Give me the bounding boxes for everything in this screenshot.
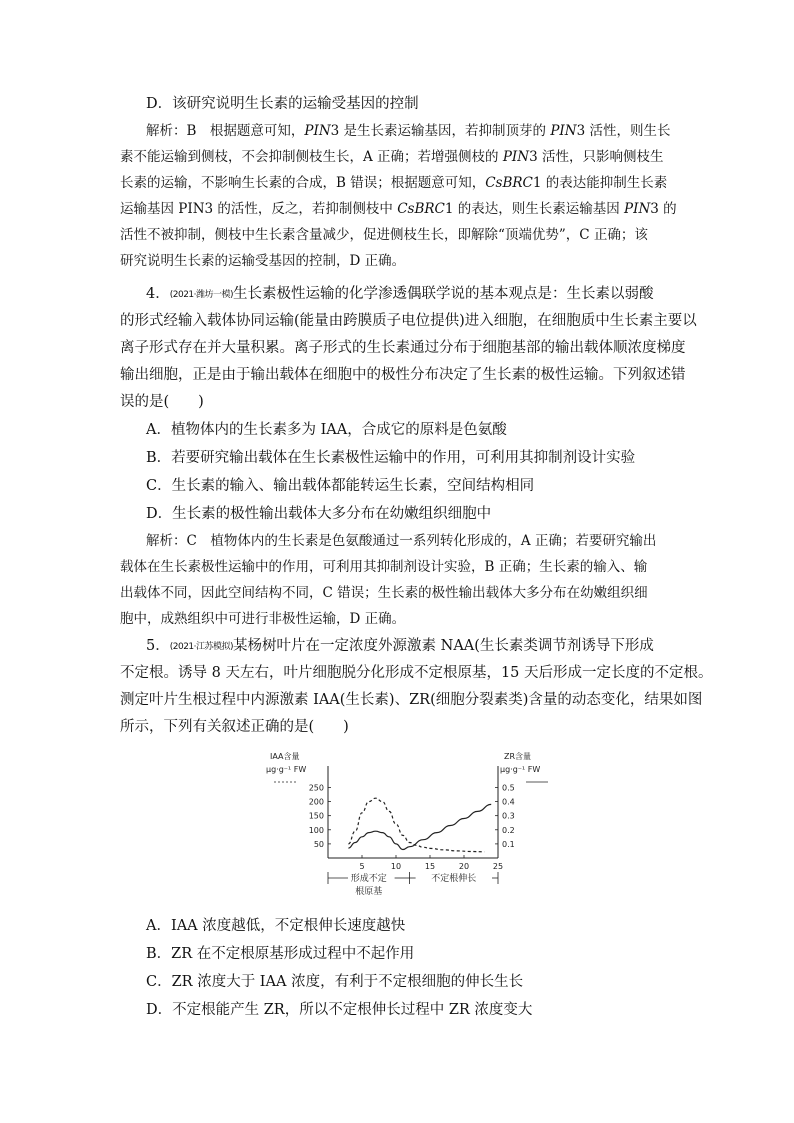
q5-stem-line: 不定根。诱导 8 天左右，叶片细胞脱分化形成不定根原基，15 天后形成一定长度的不定根。	[120, 665, 713, 681]
prev-option-d: D．该研究说明生长素的运输受基因的控制	[146, 96, 419, 112]
left-axis-title: IAA含量	[270, 752, 300, 761]
gene-name: PIN	[550, 123, 577, 139]
q4-stem-line: 误的是( )	[120, 394, 204, 410]
hormone-chart	[260, 748, 560, 908]
q4-option-a: A．植物体内的生长素多为 IAA，合成它的原料是色氨酸	[146, 422, 507, 438]
analysis-text: 1 的表达，则生长素运输基因	[444, 201, 625, 217]
q4-analysis-line: 出载体不同，因此空间结构不同，C 错误；生长素的极性输出载体大多分布在幼嫩组织细	[120, 585, 648, 601]
q4-analysis-line: 胞中，成熟组织中可进行非极性运输，D 正确。	[120, 611, 406, 627]
left-tick-label: 150	[308, 811, 324, 821]
q4-first-line	[146, 284, 654, 305]
left-tick-label: 50	[313, 839, 324, 849]
q4-analysis-line: 解析：C 植物体内的生长素是色氨酸通过一系列转化形成的，A 正确；若要研究输出	[146, 533, 657, 549]
analysis-text: 3 是生长素运输基因，若抑制顶芽的	[330, 123, 551, 139]
left-tick-label: 250	[308, 783, 324, 793]
gene-name: PIN	[624, 201, 651, 217]
q5-number: 5．	[146, 638, 170, 654]
analysis-text: 素不能运输到侧枝，不会抑制侧枝生长，A 正确；若增强侧枝的	[120, 149, 503, 165]
left-tick-label: 200	[308, 797, 324, 807]
right-tick-label: 0.5	[502, 783, 515, 793]
prev-analysis-line	[120, 251, 405, 271]
x-tick-label: 5	[359, 862, 365, 871]
q4-option-c: C．生长素的输入、输出载体都能转运生长素，空间结构相同	[146, 478, 535, 494]
q4-source: (2021·潍坊一模)	[169, 290, 234, 300]
x-tick-label: 10	[390, 862, 402, 871]
q5-stem-line: 某杨树叶片在一定浓度外源激素 NAA(生长素类调节剂诱导下形成	[233, 638, 654, 654]
analysis-text: 长素的运输，不影响生长素的合成，B 错误；根据题意可知，	[120, 175, 486, 191]
q5-option-c: C．ZR 浓度大于 IAA 浓度，有利于不定根细胞的伸长生长	[146, 974, 524, 990]
q4-stem-line: 输出细胞，正是由于输出载体在细胞中的极性分布决定了生长素的极性运输。下列叙述错	[120, 367, 686, 383]
prev-analysis-line	[120, 173, 667, 193]
q5-option-b: B．ZR 在不定根原基形成过程中不起作用	[146, 946, 415, 962]
left-tick-label: 100	[308, 825, 324, 835]
analysis-text: 3 活性，则生长	[576, 123, 671, 139]
series-line-zr	[348, 804, 491, 849]
analysis-text: 研究说明生长素的运输受基因的控制，D 正确。	[120, 253, 406, 269]
gene-name: CsBRC	[397, 201, 445, 217]
q4-option-d: D．生长素的极性输出载体大多分布在幼嫩组织细胞中	[146, 506, 492, 522]
gene-name: CsBRC	[485, 175, 533, 191]
analysis-text: 3 活性，只影响侧枝生	[529, 149, 664, 165]
analysis-text: 1 的表达能抑制生长素	[532, 175, 668, 191]
left-axis-unit: μg·g⁻¹ FW	[266, 765, 307, 774]
analysis-text: 3 的	[650, 201, 677, 217]
right-tick-label: 0.4	[502, 797, 515, 807]
phase-label-primordium: 形成不定	[350, 874, 387, 884]
analysis-text: 解析：B 根据题意可知，	[146, 123, 305, 139]
right-tick-label: 0.3	[502, 811, 515, 821]
x-tick-label: 20	[458, 862, 470, 871]
phase-label-elongation: 不定根伸长	[431, 874, 477, 884]
q5-source: (2021·江苏模拟)	[169, 642, 234, 652]
q5-stem-line: 测定叶片生根过程中内源激素 IAA(生长素)、ZR(细胞分裂素类)含量的动态变化，结果如图	[120, 692, 703, 708]
right-axis-title: ZR含量	[504, 752, 532, 761]
x-tick-label: 15	[424, 862, 436, 871]
q5-stem-line: 所示，下列有关叙述正确的是( )	[120, 719, 349, 735]
q4-stem-line: 生长素极性运输的化学渗透偶联学说的基本观点是：生长素以弱酸	[233, 286, 654, 302]
q5-option-d: D．不定根能产生 ZR，所以不定根伸长过程中 ZR 浓度变大	[146, 1002, 533, 1018]
q4-number: 4．	[146, 286, 170, 302]
x-tick-label: 25	[492, 862, 504, 871]
analysis-text: 活性不被抑制，侧枝中生长素含量减少，促进侧枝生长，即解除“顶端优势”，C 正确；该	[120, 227, 648, 243]
prev-analysis-line	[120, 199, 677, 219]
prev-analysis-line	[120, 225, 648, 245]
right-tick-label: 0.2	[502, 825, 515, 835]
q4-option-b: B．若要研究输出载体在生长素极性运输中的作用，可利用其抑制剂设计实验	[146, 450, 636, 466]
gene-name: PIN	[502, 149, 530, 165]
q4-stem-line: 的形式经输入载体协同运输(能量由跨膜质子电位提供)进入细胞，在细胞质中生长素主要以	[120, 313, 697, 329]
right-tick-label: 0.1	[502, 839, 515, 849]
prev-analysis-line	[146, 121, 670, 141]
q4-analysis-line: 载体在生长素极性运输中的作用，可利用其抑制剂设计实验，B 正确；生长素的输入、输	[120, 559, 648, 575]
prev-analysis-line	[120, 147, 663, 167]
q5-first-line	[146, 636, 654, 657]
phase-label-primordium: 根原基	[355, 887, 383, 897]
analysis-text: 运输基因 PIN3 的活性，反之，若抑制侧枝中	[120, 201, 398, 217]
q5-option-a: A．IAA 浓度越低，不定根伸长速度越快	[146, 918, 406, 934]
q4-stem-line: 离子形式存在并大量积累。离子形式的生长素通过分布于细胞基部的输出载体顺浓度梯度	[120, 340, 686, 356]
right-axis-unit: μg·g⁻¹ FW	[500, 765, 541, 774]
gene-name: PIN	[304, 123, 331, 139]
